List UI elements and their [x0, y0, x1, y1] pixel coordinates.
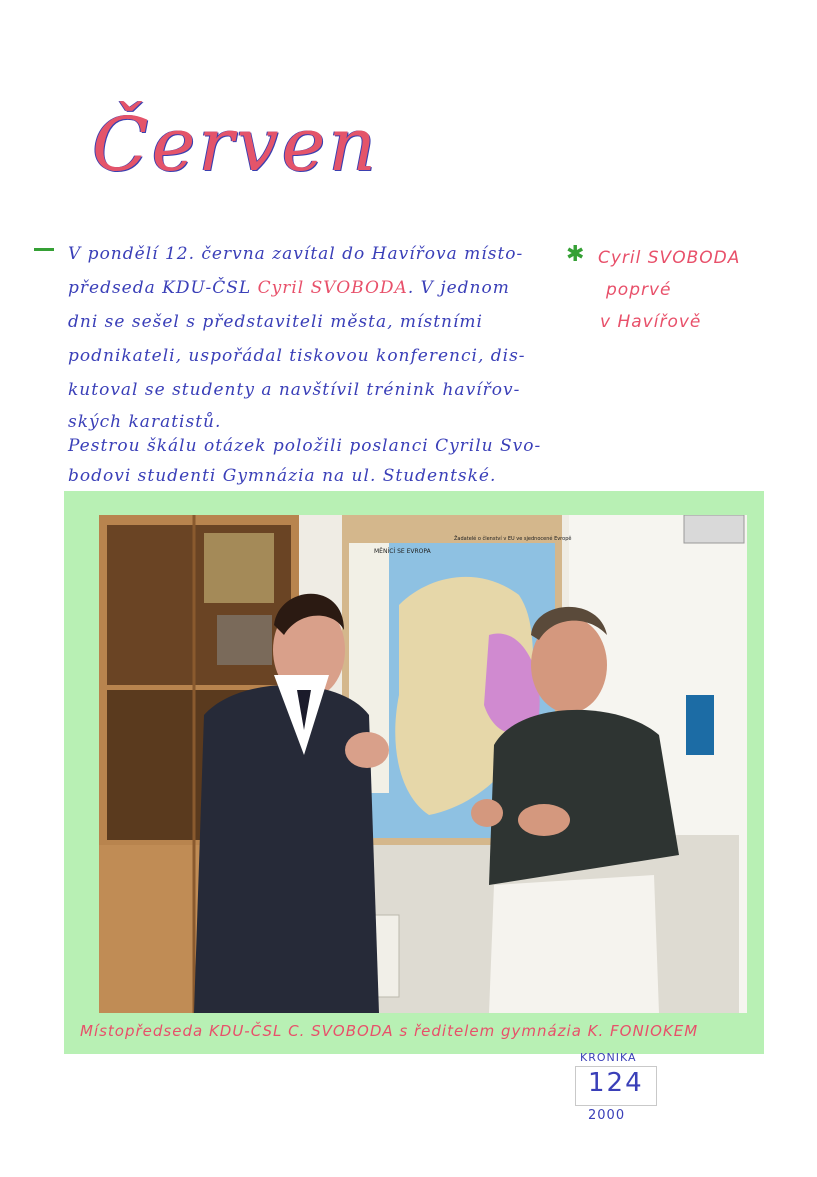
kronika-label: KRONIKA: [580, 1051, 637, 1064]
body-line-2: [68, 278, 510, 298]
photograph: [99, 515, 747, 1013]
asterisk-icon: ✱: [566, 242, 585, 267]
body-line-2-tail: . V jednom: [407, 278, 510, 298]
photo-caption: Místopředseda KDU-ČSL C. SVOBODA s ředitelem gymnázia K. FONIOKEM: [80, 1022, 699, 1040]
body-line-3: dni se sešel s představiteli města, místními: [68, 312, 483, 332]
body-line-4: podnikateli, uspořádal tiskovou konferenci, dis-: [68, 346, 526, 366]
bullet-dash: [34, 248, 54, 251]
body-line-7: Pestrou škálu otázek položili poslanci Cyrilu Svo-: [68, 436, 542, 456]
year-label: 2000: [588, 1108, 626, 1123]
map-subtitle: Žadatelé o členství v EU ve sjednocené Evropě: [454, 536, 572, 542]
name-inline: Cyril SVOBODA: [257, 278, 408, 298]
side-note-line-3: v Havířově: [600, 312, 702, 332]
page-number: 124: [588, 1068, 644, 1098]
body-line-5: kutoval se studenty a navštívil trénink havířov-: [68, 380, 521, 400]
body-line-1: V pondělí 12. června zavítal do Havířova místo-: [68, 244, 524, 264]
side-note-line-1: Cyril SVOBODA: [598, 248, 741, 268]
map-title: MĚNÍCÍ SE EVROPA: [374, 548, 431, 555]
body-line-6: ských karatistů.: [68, 412, 222, 432]
body-line-2-text: předseda KDU-ČSL: [68, 278, 258, 298]
body-line-8: bodovi studenti Gymnázia na ul. Studentské.: [68, 466, 497, 486]
side-note-line-2: poprvé: [606, 280, 672, 300]
month-heading: Červen: [92, 102, 380, 188]
